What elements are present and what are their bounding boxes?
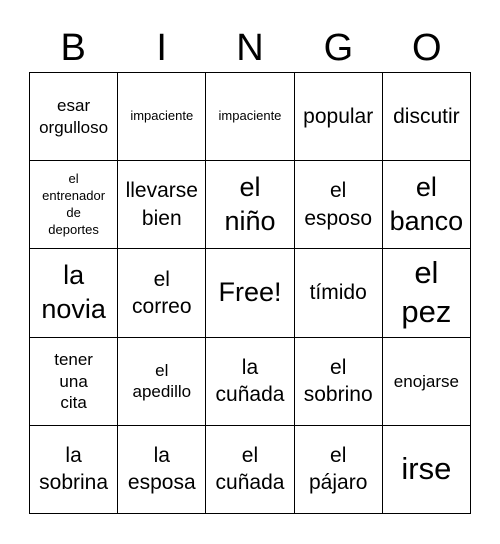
- bingo-cell[interactable]: [383, 426, 471, 514]
- bingo-cell[interactable]: [118, 249, 206, 337]
- bingo-cell[interactable]: [206, 73, 294, 161]
- bingo-cell[interactable]: [118, 73, 206, 161]
- cell-text: el sobrino: [303, 355, 373, 407]
- header-letter-o: O: [412, 27, 442, 69]
- bingo-cell[interactable]: [30, 161, 118, 249]
- bingo-cell[interactable]: [295, 249, 383, 337]
- bingo-cell[interactable]: [383, 73, 471, 161]
- free-cell[interactable]: [206, 249, 294, 337]
- cell-text: la sobrina: [39, 444, 109, 495]
- cell-text: la novia: [41, 260, 106, 324]
- bingo-header: [29, 20, 471, 76]
- cell-text: el apedillo: [132, 360, 192, 402]
- bingo-cell[interactable]: [30, 249, 118, 337]
- bingo-cell[interactable]: [30, 73, 118, 161]
- bingo-cell[interactable]: [383, 249, 471, 337]
- cell-text: esar orgulloso: [39, 96, 109, 137]
- bingo-cell[interactable]: [118, 338, 206, 426]
- header-letter-n: N: [236, 27, 264, 69]
- bingo-cell[interactable]: [383, 338, 471, 426]
- header-letter-i: I: [156, 27, 167, 69]
- bingo-cell[interactable]: [118, 426, 206, 514]
- bingo-cell[interactable]: [30, 426, 118, 514]
- header-letter-b: B: [60, 27, 86, 69]
- cell-text: discutir: [393, 104, 460, 128]
- cell-text: el cuñada: [215, 444, 285, 495]
- cell-text: popular: [303, 104, 374, 128]
- cell-text: la esposa: [127, 444, 196, 495]
- bingo-cell[interactable]: [206, 338, 294, 426]
- cell-text: impaciente: [130, 108, 194, 124]
- bingo-board: [29, 72, 471, 514]
- bingo-cell[interactable]: [295, 426, 383, 514]
- bingo-cell[interactable]: [206, 426, 294, 514]
- cell-text: Free!: [218, 277, 282, 308]
- bingo-cell[interactable]: [295, 73, 383, 161]
- bingo-cell[interactable]: [383, 161, 471, 249]
- cell-text: tímido: [309, 281, 367, 305]
- cell-text: la cuñada: [215, 355, 285, 407]
- bingo-cell[interactable]: [295, 338, 383, 426]
- cell-text: el pájaro: [309, 444, 368, 495]
- bingo-cell[interactable]: [30, 338, 118, 426]
- cell-text: impaciente: [218, 108, 282, 124]
- header-letter-g: G: [323, 27, 354, 69]
- bingo-cell[interactable]: [118, 161, 206, 249]
- cell-text: enojarse: [393, 371, 459, 391]
- bingo-cell[interactable]: [206, 161, 294, 249]
- cell-text: tener una cita: [54, 350, 93, 412]
- cell-text: el banco: [389, 172, 464, 236]
- cell-text: llevarse bien: [125, 179, 198, 230]
- cell-text: el niño: [224, 172, 276, 236]
- cell-text: el entrenador de deportes: [42, 171, 106, 237]
- cell-text: el correo: [132, 267, 192, 318]
- cell-text: el pez: [401, 255, 452, 329]
- cell-text: el esposo: [304, 179, 373, 230]
- bingo-cell[interactable]: [295, 161, 383, 249]
- cell-text: irse: [401, 451, 452, 487]
